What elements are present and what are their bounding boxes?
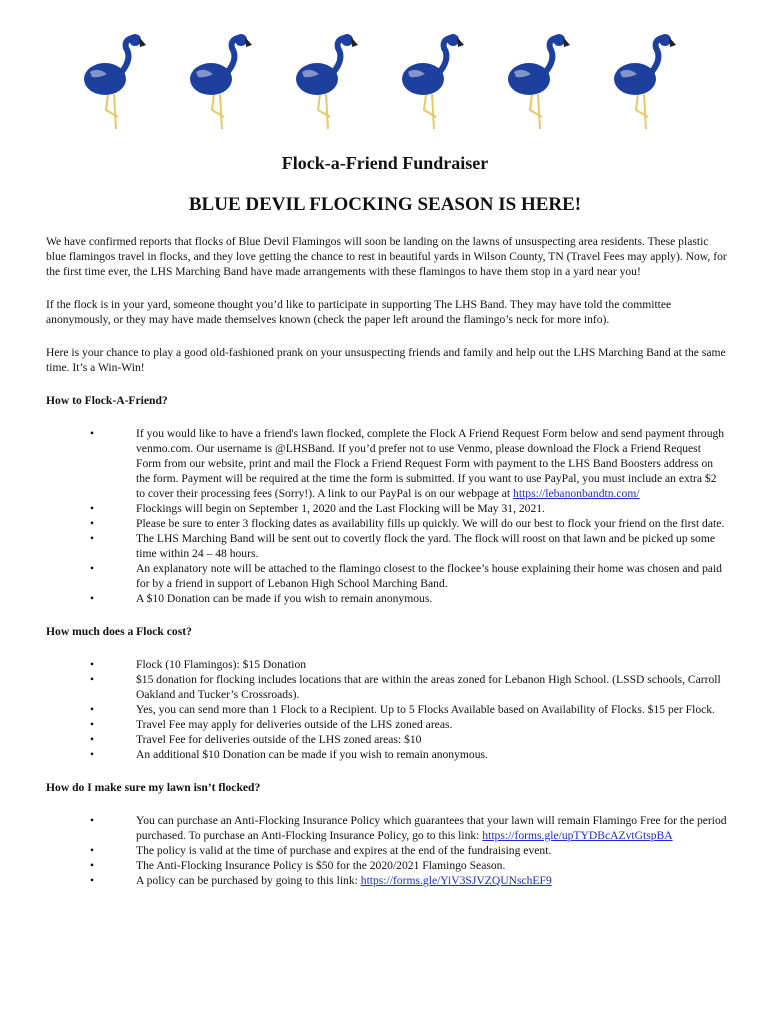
section-heading: How do I make sure my lawn isn’t flocked? bbox=[46, 781, 261, 794]
list-item bbox=[46, 813, 728, 843]
bullet-icon: • bbox=[90, 703, 95, 716]
bullet-icon: • bbox=[90, 874, 95, 887]
bullet-icon: • bbox=[90, 532, 95, 545]
list-item-text: $15 donation for flocking includes locations that are within the areas zoned for Lebanon High School. (LSSD schools, Carroll Oakland and Tucker’s Crossroads). bbox=[136, 673, 721, 701]
flamingo-image bbox=[504, 34, 574, 129]
bullet-icon: • bbox=[90, 592, 95, 605]
bullet-icon: • bbox=[90, 502, 95, 515]
list-item-text: Please be sure to enter 3 flocking dates as availability fills up quickly. We will do our best to flock your friend on the first date. bbox=[136, 517, 725, 530]
bullet-icon: • bbox=[90, 859, 95, 872]
bullet-icon: • bbox=[90, 733, 95, 746]
list-item bbox=[46, 516, 728, 531]
list-item bbox=[46, 717, 728, 732]
bullet-list bbox=[46, 813, 728, 888]
list-item-text: If you would like to have a friend's lawn flocked, complete the Flock A Friend Request Form below and send payment through venmo.com. Our username is @LHSBand. If you’d prefer not to use Venmo, please download the Flock a Friend Request Form from our website, print and mail the Flock a Friend Request Form with payment to the LHS Band Boosters address on the form. Payment will be required at the time the form is submitted. If you want to use PayPal, you must include an extra $2 to cover their processing fees (Sorry!). A link to our PayPal is on our webpage at bbox=[136, 427, 725, 500]
bullet-icon: • bbox=[90, 718, 95, 731]
list-item-text: The Anti-Flocking Insurance Policy is $50 for the 2020/2021 Flamingo Season. bbox=[136, 859, 506, 872]
flamingo-image bbox=[292, 34, 362, 129]
list-item-text: A policy can be purchased by going to this link: bbox=[136, 874, 361, 887]
website-link[interactable]: https://lebanonbandtn.com/ bbox=[513, 487, 640, 500]
list-item bbox=[46, 702, 728, 717]
bullet-icon: • bbox=[90, 814, 95, 827]
list-item-text: Flock (10 Flamingos): $15 Donation bbox=[136, 658, 307, 671]
list-item bbox=[46, 843, 728, 858]
bullet-icon: • bbox=[90, 844, 95, 857]
bullet-icon: • bbox=[90, 427, 95, 440]
intro-paragraph: If the flock is in your yard, someone thought you’d like to participate in supporting The LHS Band. They may have told the committee anonymously, or they may have made themselves known (check the paper left around the flamingo’s neck for more info). bbox=[46, 298, 672, 326]
list-item bbox=[46, 672, 728, 702]
list-item-text: Yes, you can send more than 1 Flock to a Recipient. Up to 5 Flocks Available based on Availability of Flocks. $15 per Flock. bbox=[136, 703, 715, 716]
insurance-form-link[interactable]: https://forms.gle/upTYDBcAZvtGtspBA bbox=[482, 829, 673, 842]
list-item-text: You can purchase an Anti-Flocking Insurance Policy which guarantees that your lawn will remain Flamingo Free for the period purchased. To purchase an Anti-Flocking Insurance Policy, go to this link: bbox=[136, 814, 727, 842]
list-item bbox=[46, 561, 728, 591]
list-item-text: The policy is valid at the time of purchase and expires at the end of the fundraising event. bbox=[136, 844, 552, 857]
section-heading: How to Flock-A-Friend? bbox=[46, 394, 168, 407]
list-item-text: An explanatory note will be attached to the flamingo closest to the flockee’s house explaining their home was chosen and paid for by a friend in support of Lebanon High School Marching Band. bbox=[136, 562, 722, 590]
list-item bbox=[46, 858, 728, 873]
list-item bbox=[46, 747, 728, 762]
list-item bbox=[46, 531, 728, 561]
bullet-icon: • bbox=[90, 673, 95, 686]
document-body bbox=[46, 234, 728, 906]
document-title: Flock-a-Friend Fundraiser bbox=[281, 153, 489, 173]
policy-purchase-link[interactable]: https://forms.gle/YiV3SJVZQUNschEF9 bbox=[360, 874, 552, 887]
flamingo-image bbox=[80, 34, 150, 129]
list-item-text: Travel Fee for deliveries outside of the LHS zoned areas: $10 bbox=[136, 733, 422, 746]
list-item-text: An additional $10 Donation can be made if you wish to remain anonymous. bbox=[136, 748, 488, 761]
list-item bbox=[46, 501, 728, 516]
bullet-icon: • bbox=[90, 658, 95, 671]
bullet-icon: • bbox=[90, 517, 95, 530]
list-item bbox=[46, 591, 728, 606]
intro-paragraph: Here is your chance to play a good old-fashioned prank on your unsuspecting friends and family and help out the LHS Marching Band at the same time. It’s a Win-Win! bbox=[46, 346, 726, 374]
list-item-text: Travel Fee may apply for deliveries outside of the LHS zoned areas. bbox=[136, 718, 453, 731]
section-heading: How much does a Flock cost? bbox=[46, 625, 192, 638]
list-item-text: A $10 Donation can be made if you wish to remain anonymous. bbox=[136, 592, 433, 605]
bullet-icon: • bbox=[90, 748, 95, 761]
list-item bbox=[46, 732, 728, 747]
bullet-icon: • bbox=[90, 562, 95, 575]
intro-paragraph: We have confirmed reports that flocks of Blue Devil Flamingos will soon be landing on the lawns of unsuspecting area residents. These plastic blue flamingos travel in flocks, and they love getting the chance to rest in beautiful yards in Wilson County, TN (Travel Fees may apply). Now, for the first time ever, the LHS Marching Band have made arrangements with these flamingos to have them stop in a yard near you! bbox=[46, 235, 727, 278]
list-item bbox=[46, 426, 728, 501]
flamingo-image bbox=[610, 34, 680, 129]
list-item-text: The LHS Marching Band will be sent out to covertly flock the yard. The flock will roost on that lawn and be picked up some time within 24 – 48 hours. bbox=[136, 532, 716, 560]
list-item-text: Flockings will begin on September 1, 2020 and the Last Flocking will be May 31, 2021. bbox=[136, 502, 545, 515]
flamingo-image bbox=[186, 34, 256, 129]
list-item bbox=[46, 657, 728, 672]
headline: BLUE DEVIL FLOCKING SEASON IS HERE! bbox=[188, 194, 582, 215]
bullet-list bbox=[46, 657, 728, 762]
flamingo-row bbox=[80, 34, 680, 129]
list-item bbox=[46, 873, 728, 888]
flamingo-image bbox=[398, 34, 468, 129]
bullet-list bbox=[46, 426, 728, 606]
